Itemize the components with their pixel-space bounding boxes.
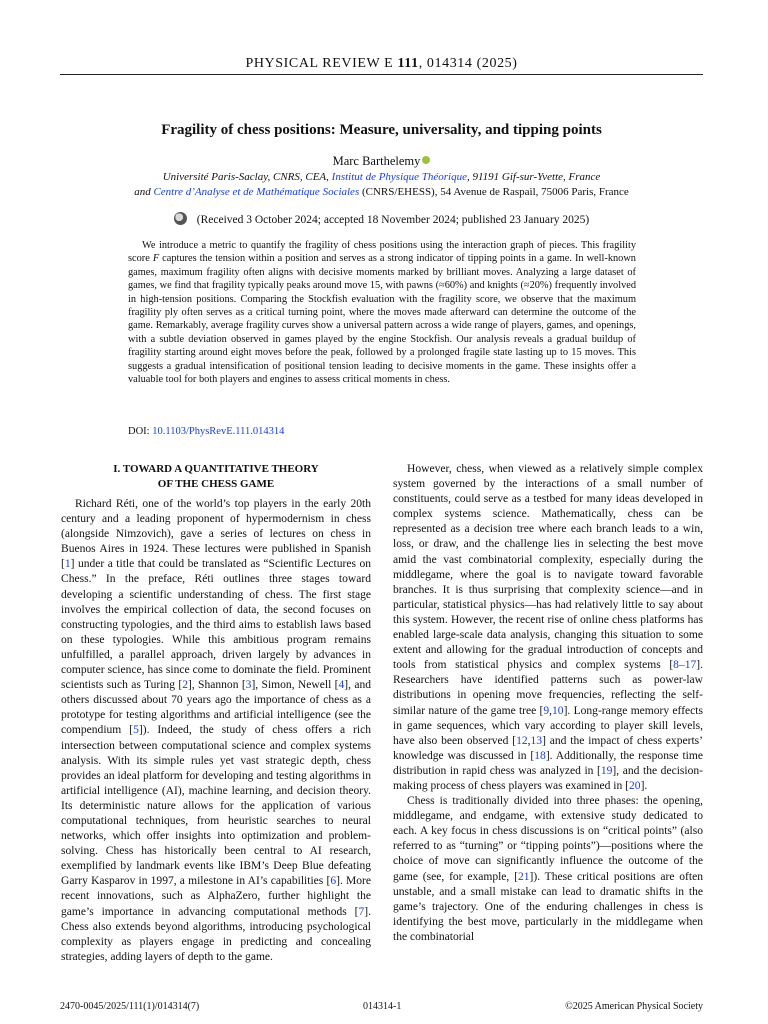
footer-copyright: ©2025 American Physical Society <box>565 1001 703 1012</box>
paragraph-text: ]. Additionally, the response time distribution in rapid chess was analyzed in [ <box>393 749 703 777</box>
citation-link[interactable]: 6 <box>330 875 337 888</box>
citation-link[interactable]: 18 <box>534 749 546 762</box>
paragraph-text: ], Simon, Newell [ <box>251 679 339 692</box>
affiliation-1-suffix: , 91191 Gif-sur-Yvette, France <box>467 171 601 183</box>
paragraph-text: Richard Réti, one of the world’s top players in the early 20th century and a leading proponent of hypermodernism in chess (alongside Nimzovich), gave a series of lectures on chess in Buenos Aires in 1924. These lectures were published in Spanish [ <box>61 498 371 571</box>
citation-link[interactable]: 5 <box>133 724 139 737</box>
affiliation-2-suffix: (CNRS/EHESS), 54 Avenue de Raspail, 75006 Paris, France <box>359 186 629 198</box>
citation-link[interactable]: 20 <box>629 779 641 792</box>
intro-paragraph <box>61 497 371 965</box>
phases-paragraph <box>393 794 703 945</box>
abstract-text-1: We introduce a metric to quantify the fragility of chess positions using the interaction graph of pieces. This fragility score <box>128 240 636 265</box>
paragraph-text: ] under a title that could be translated as “Scientific Lectures on Chess.” In the preface, Réti outlines three stages toward developing a scientific understanding of chess. The first stage involves the empirical collection of data, the second focuses on constructing typologies, and the third aims to establish laws based on these typologies. While this ambitious program remains unfulfilled, a parallel approach, driven largely by advances in computer science, has since come to dominate the field. Prominent scientists such as Turing [ <box>61 558 371 692</box>
paragraph-text: ]. <box>640 779 648 792</box>
fragility-symbol: F <box>152 253 160 265</box>
citation-link[interactable]: 2 <box>182 679 188 692</box>
affiliation-1-link[interactable]: Institut de Physique Théorique <box>331 171 467 183</box>
orcid-icon[interactable] <box>422 156 430 164</box>
footer-issn: 2470-0045/2025/111(1)/014314(7) <box>60 1001 200 1012</box>
doi-label: DOI: <box>128 426 153 437</box>
journal-issue: , 014314 (2025) <box>418 56 518 71</box>
citation-link[interactable]: 19 <box>600 764 613 777</box>
received-dates: (Received 3 October 2024; accepted 18 November 2024; published 23 January 2025) <box>196 214 590 226</box>
affiliation-2-and: and <box>134 186 154 198</box>
right-column <box>393 462 703 945</box>
abstract-text-2: captures the tension within a position and serves as a strong indicator of tipping points in a game. In well-known games, maximum fragility often aligns with decisive moments marked by brilliant moves. Analyzing a large dataset of games, we find that fragility typically peaks around move 15, with pawns (≈60%) and knights (≈20%) frequently involved in high-tension positions. Comparing the Stockfish evaluation with the fragility score, we observe that the maximum fragility ply often serves as a critical turning point, where the moves made afterward can determine the outcome of the game. Remarkably, average fragility curves show a universal pattern across a wide range of players, games, and openings, with a subtle deviation observed in games played by the engine Stockfish. Our analysis reveals a gradual buildup of fragility starting around eight moves before the peak, followed by a prolonged fragile state lasting up to 15 moves. This suggests a gradual intensification of positional tension leading to decisive moments in the game. These insights offer a valuable tool for both players and engines to assess critical moments in chess. <box>128 253 636 386</box>
complexity-paragraph <box>393 462 703 794</box>
affiliation-1-prefix: Université Paris-Saclay, CNRS, CEA, <box>162 171 332 183</box>
author-name[interactable]: Marc Barthelemy <box>332 154 421 168</box>
paragraph-text: However, chess, when viewed as a relatively simple complex system governed by the interactions of a small number of constituents, could serve as a testbed for many ideas developed in complex systems science. Mathematically, chess can be represented as a decision tree where each branch leads to a win, loss, or draw, and the challenge lies in selecting the best move amid the vast combinatorial complexity, especially during the middlegame, where the goal is to navigate toward favorable branches. It is thus surprising that complexity science—and in particular, statistical physics—has had relatively little to say about this system. However, the recent rise of online chess platforms has enabled large-scale data analysis, changing this situation to some extent and allowing for the gradual introduction of concepts and tools from statistical physics and complex systems [ <box>393 463 703 672</box>
citation-link[interactable]: 21 <box>517 870 530 883</box>
section-heading-line-1: I. TOWARD A QUANTITATIVE THEORY <box>113 463 319 475</box>
citation-separator: , <box>549 704 553 717</box>
paragraph-text: ]. More recent innovations, such as AlphaZero, further highlight the game’s importance in advancing computational methods [ <box>61 875 372 918</box>
citation-link[interactable]: 8–17 <box>673 659 697 672</box>
citation-separator: , <box>527 734 531 747</box>
citation-link[interactable]: 12 <box>516 734 528 747</box>
citation-link[interactable]: 10 <box>552 704 564 717</box>
journal-header <box>60 56 703 75</box>
paragraph-text: ]. Researchers have identified patterns such as power-law distributions in opening move frequencies, reflecting the self-similar nature of the game tree [ <box>393 659 703 717</box>
affiliation-2 <box>60 186 703 198</box>
paragraph-text: ], Shannon [ <box>187 679 246 692</box>
affiliation-1 <box>60 171 703 183</box>
page-footer <box>60 1001 703 1012</box>
citation-link[interactable]: 13 <box>530 734 543 747</box>
paragraph-text: ]). These critical positions are often unstable, and a small mistake can lead to dramatic shifts in the game’s trajectory. One of the enduring challenges in chess is identifying the best move, particularly in the middlegame when the combinatorial <box>393 870 703 943</box>
author-line <box>60 154 703 169</box>
left-column <box>61 462 371 965</box>
doi-line <box>128 426 284 437</box>
citation-link[interactable]: 1 <box>64 558 71 571</box>
paragraph-text: ] and the impact of chess experts’ knowledge was discussed in [ <box>393 734 703 762</box>
citation-link[interactable]: 7 <box>358 905 365 918</box>
section-heading <box>61 462 371 492</box>
abstract <box>128 239 636 386</box>
doi-link[interactable]: 10.1103/PhysRevE.111.014314 <box>152 426 285 437</box>
paper-title: Fragility of chess positions: Measure, universality, and tipping points <box>161 122 602 138</box>
journal-name: PHYSICAL REVIEW E <box>245 56 394 71</box>
citation-link[interactable]: 9 <box>543 704 550 717</box>
paragraph-text: Chess is traditionally divided into three phases: the opening, middlegame, and endgame, with extensive study dedicated to each. A key focus in chess discussions is on “critical points” (also referred to as “turning” or “tipping points”)—positions where the choice of move can significantly influence the outcome of the game (see, for example, [ <box>393 795 703 883</box>
citation-link[interactable]: 3 <box>245 679 252 692</box>
paragraph-text: ]). Indeed, the study of chess offers a rich intersection between computational science and complex systems analysis. With its simple rules yet vast strategic depth, chess provides an ideal platform for developing and testing algorithms in artificial intelligence (AI), machine learning, and decision theory. Its deterministic nature allows for the application of various computational techniques, from heuristic searches to neural networks, which offer insights into optimization and problem-solving. Chess has historically been central to AI research, exemplified by landmark events like IBM’s Deep Blue defeating Garry Kasparov in 1997, a milestone in AI’s capabilities [ <box>61 724 371 888</box>
footer-page-number: 014314-1 <box>363 1001 402 1012</box>
paragraph-text: ], and others discussed about 70 years ago the importance of chess as a prototype for testing algorithms and artificial intelligence (see the compendium [ <box>61 679 372 737</box>
journal-volume: 111 <box>397 56 419 71</box>
citation-link[interactable]: 4 <box>338 679 345 692</box>
affiliation-2-link[interactable]: Centre d’Analyse et de Mathématique Sociales <box>153 186 360 198</box>
paragraph-text: ], and the decision-making process of chess players was examined in [ <box>393 764 704 792</box>
check-for-updates-icon[interactable] <box>174 212 187 225</box>
paragraph-text: ]. Chess also extends beyond algorithms, introducing psychological complexity as players engage in predicting and concealing strategies, adding layers of depth to the game. <box>61 905 371 963</box>
paragraph-text: ]. Long-range memory effects in game sequences, which vary according to player skill levels, have also been observed [ <box>393 704 703 747</box>
section-heading-line-2: OF THE CHESS GAME <box>157 478 275 490</box>
received-line <box>60 212 703 226</box>
